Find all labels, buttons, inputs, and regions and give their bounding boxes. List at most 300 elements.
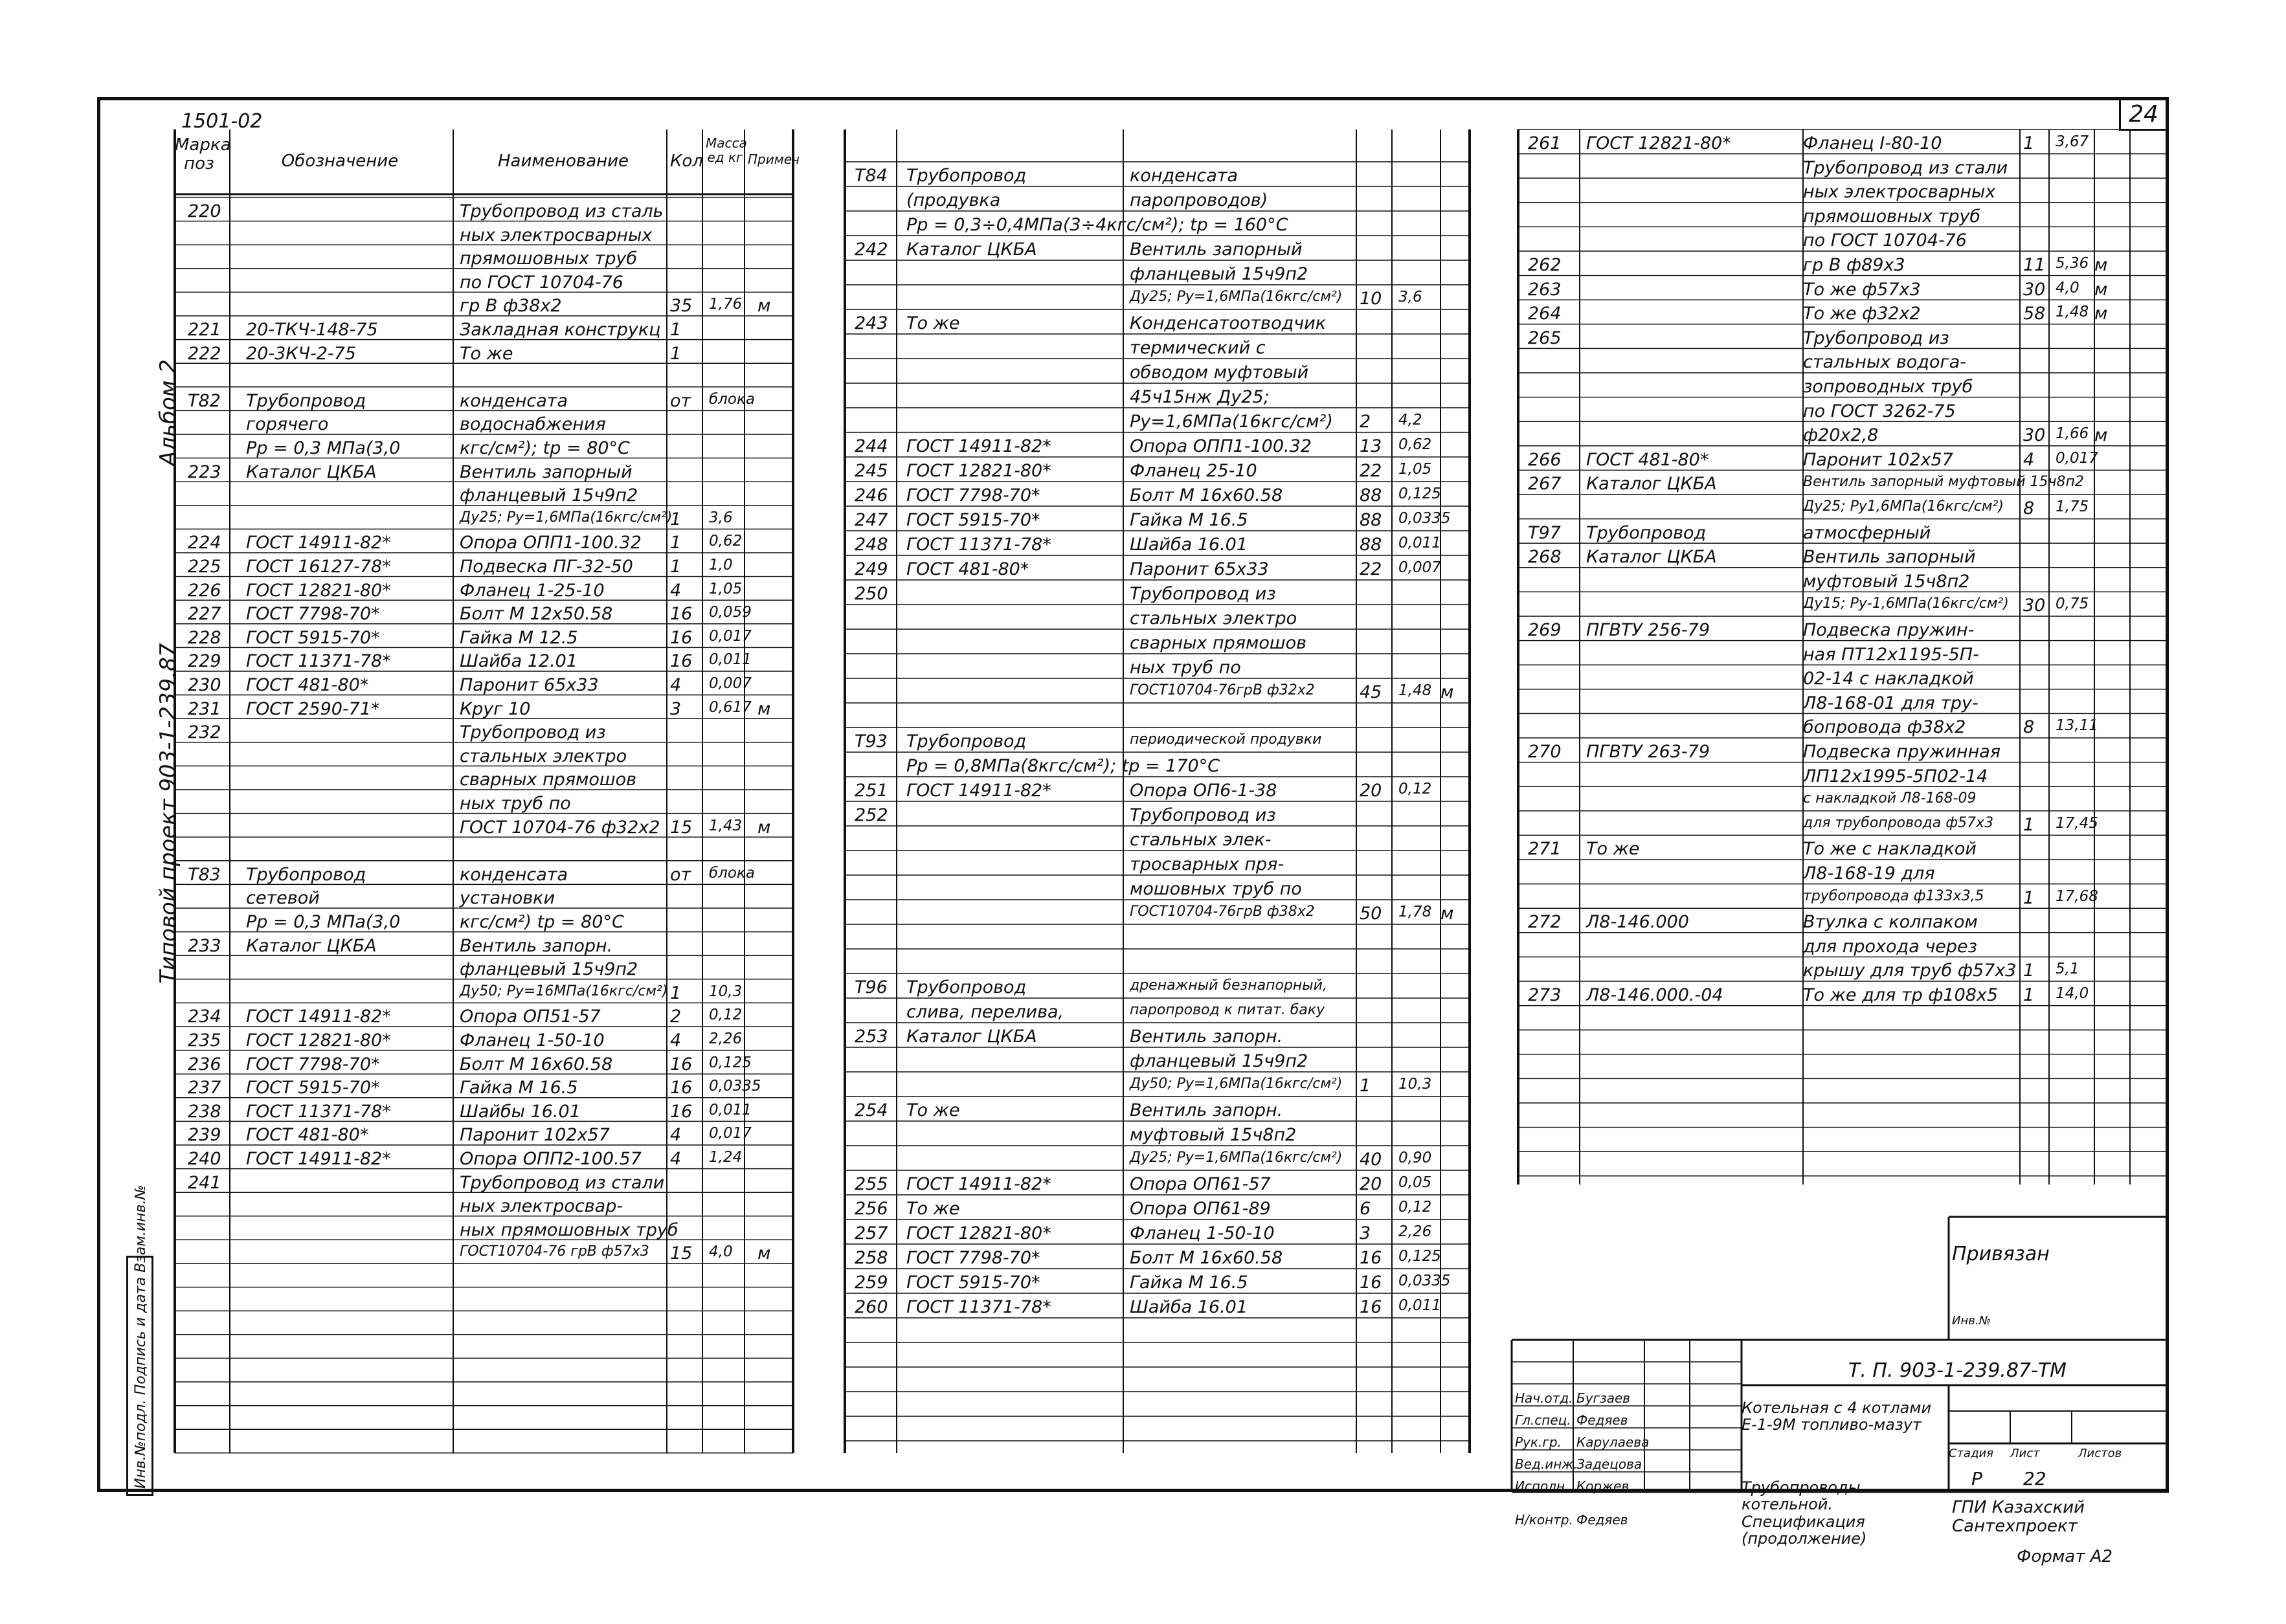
cell-code: ГОСТ 12821-80* [246,1030,391,1051]
cell-note: м [1440,682,1454,702]
cell-name: прямошовных труб [1803,206,1981,227]
cell-mass: 0,011 [709,1101,752,1118]
cell-name: Опора ОП6-1-38 [1130,781,1277,801]
cell-code: ГОСТ 12821-80* [246,580,391,601]
header-mass: Масса ед кг [706,135,747,165]
cell-pos: 259 [855,1273,888,1293]
sheet-title: Трубопроводы котельной. Спецификация (продолжение) [1742,1478,1867,1548]
cell-name: ных электросварных [1803,182,1996,203]
cell-note: м [2094,304,2108,324]
cell-name: конденсата [460,864,568,885]
cell-qty: 16 [670,1078,693,1098]
cell-name: Болт М 16х60.58 [1130,1248,1283,1268]
cell-code: ГОСТ 7798-70* [906,485,1040,506]
cell-name: Втулка с колпаком [1803,912,1978,933]
cell-name: Опора ОПП1-100.32 [460,533,642,553]
cell-pos: 231 [188,698,221,719]
cell-note: м [757,817,771,838]
cell-code: горячего [246,414,329,435]
cell-name: Паронит 65х33 [460,675,599,695]
cell-qty: 15 [670,1243,693,1264]
cell-name: для прохода через [1803,936,1978,957]
cell-qty: 1 [2023,985,2035,1005]
cell-mass: 0,0335 [1398,510,1451,527]
cell-name: ных электросварных [460,225,653,245]
cell-qty: 1 [2023,961,2035,981]
cell-name: Вентиль запорный муфтовый 15ч8п2 [1803,474,2084,491]
cell-name: Подвеска пружинная [1803,742,2001,762]
cell-pos: 245 [855,461,888,481]
cell-pos: 250 [855,584,888,604]
cell-mass: 0,75 [2056,595,2089,613]
cell-qty: 16 [670,651,693,672]
cell-pos: 233 [188,935,221,956]
cell-name: ГОСТ10704-76грВ ф32х2 [1130,682,1315,698]
cell-code: ГОСТ 5915-70* [906,510,1040,530]
cell-code: ГОСТ 16127-78* [246,557,391,577]
cell-mass: 0,017 [709,627,752,645]
cell-name: Вентиль запорн. [460,935,613,956]
cell-name: по ГОСТ 10704-76 [460,272,623,293]
doc-number: Т. П. 903-1-239.87-ТМ [1848,1359,2067,1382]
cell-code: Л8-146.000.-04 [1586,985,1723,1005]
cell-pos: 270 [1528,742,1562,762]
cell-mass: 1,48 [2056,304,2089,321]
cell-qty: 4 [670,675,682,695]
cell-code: ГОСТ 7798-70* [906,1248,1040,1268]
cell-mass: 0,011 [709,651,752,669]
cell-qty: 11 [2023,255,2046,275]
cell-code: ГОСТ 481-80* [246,1125,369,1146]
cell-pos: 244 [855,436,888,456]
privyazan-label: Привязан [1952,1243,2050,1265]
cell-name: Круг 10 [460,698,531,719]
cell-code: слива, перелива, [906,1002,1064,1022]
cell-code: Рр = 0,8МПа(8кгс/см²); tр = 170°С [906,756,1220,776]
cell-name: муфтовый 15ч8п2 [1803,571,1970,592]
cell-name: Трубопровод из [1803,328,1949,348]
cell-name: Паронит 102х57 [460,1125,610,1146]
cell-pos: 236 [188,1054,221,1074]
cell-name: Опора ОП61-89 [1130,1199,1271,1219]
cell-qty: 40 [1360,1150,1382,1170]
cell-code: Каталог ЦКБА [906,239,1037,260]
cell-mass: 0,011 [1398,1297,1441,1314]
cell-name: обводом муфтовый [1130,362,1309,383]
cell-code: ГОСТ 481-80* [906,559,1029,579]
cell-name: Опора ОПП2-100.57 [460,1149,642,1169]
cell-name: Гайка М 12.5 [460,627,578,648]
cell-name: Гайка М 16.5 [460,1078,578,1098]
cell-qty: 1 [2023,814,2035,835]
stage-value: Р [1971,1468,1982,1489]
role-label: Гл.спец. [1515,1412,1571,1428]
cell-name: ных труб по [460,794,571,814]
cell-name: ф20х2,8 [1803,425,1879,446]
doc-code-top: 1501-02 [181,110,263,133]
cell-code: Трубопровод [906,731,1027,751]
role-name: Коржев [1576,1478,1630,1494]
cell-name: 02-14 с накладкой [1803,669,1974,689]
cell-qty: 1 [670,557,682,577]
cell-name: Болт М 16х60.58 [1130,485,1283,506]
cell-qty: 16 [670,604,693,625]
cell-pos: 251 [855,781,888,801]
cell-code: ГОСТ 5915-70* [906,1273,1040,1293]
cell-qty: 16 [670,627,693,648]
cell-pos: 224 [188,533,221,553]
cell-mass: 5,36 [2056,255,2089,272]
cell-name: фланцевый 15ч9п2 [1130,1051,1308,1071]
cell-code: Рр = 0,3÷0,4МПа(3÷4кгс/см²); tр = 160°С [906,215,1288,235]
cell-name: Ру=1,6МПа(16кгс/см²) [1130,412,1333,432]
cell-name: фланцевый 15ч9п2 [460,959,638,980]
cell-code: То же [906,1199,960,1219]
cell-code: Каталог ЦКБА [246,935,377,956]
cell-qty: 3 [670,698,682,719]
cell-name: конденсата [460,390,568,411]
sheet-number: 24 [2119,100,2166,131]
cell-mass: 4,0 [709,1243,733,1261]
cell-mass: блока [709,864,755,882]
cell-qty: 16 [1360,1273,1382,1293]
cell-name: гр В ф89х3 [1803,255,1905,275]
cell-pos: 220 [188,201,221,221]
cell-name: ЛП12х1995-5П02-14 [1803,766,1988,786]
cell-pos: 266 [1528,449,1562,470]
cell-pos: 226 [188,580,221,601]
cell-name: стальных элек- [1130,830,1272,850]
cell-qty: 6 [1360,1199,1371,1219]
cell-name: бопровода ф38х2 [1803,717,1966,738]
cell-name: конденсата [1130,166,1238,186]
cell-mass: 3,67 [2056,133,2089,150]
cell-mass: 10,3 [1398,1076,1432,1093]
cell-name: Опора ОП51-57 [460,1007,601,1027]
cell-qty: 30 [2023,279,2046,300]
cell-name: по ГОСТ 3262-75 [1803,401,1956,421]
cell-name: ных труб по [1130,658,1241,678]
cell-code: То же [906,313,960,333]
cell-pos: 264 [1528,304,1562,324]
cell-qty: 4 [2023,449,2035,470]
cell-name: Опора ОП61-57 [1130,1174,1271,1194]
project-label: Типовой проект 903-1-239.87 [155,643,181,984]
cell-name: Шайба 16.01 [1130,1297,1248,1317]
sheets-label: Листов [2078,1447,2122,1460]
cell-mass: 4,2 [1398,412,1422,428]
cell-name: Фланец 1-50-10 [460,1030,605,1051]
cell-pos: 258 [855,1248,888,1268]
cell-pos: 223 [188,462,221,482]
cell-name: сварных прямошов [1130,633,1307,653]
cell-mass: 17,68 [2056,887,2098,905]
cell-pos: 249 [855,559,888,579]
cell-name: Паронит 102х57 [1803,449,1953,470]
cell-name: Трубопровод из [1130,584,1276,604]
cell-mass: блока [709,390,755,408]
cell-name: ГОСТ10704-76грВ ф38х2 [1130,904,1315,920]
cell-mass: 1,43 [709,817,743,834]
cell-name: Вентиль запорн. [1130,1027,1283,1047]
cell-name: Л8-168-01 для тру- [1803,693,1978,713]
cell-code: ГОСТ 14911-82* [246,1149,391,1169]
cell-note: м [2094,255,2108,275]
cell-name: Подвеска ПГ-32-50 [460,557,633,577]
cell-mass: 0,62 [1398,436,1432,453]
cell-qty: 1 [670,320,682,340]
cell-pos: 269 [1528,620,1562,640]
cell-mass: 1,66 [2056,425,2089,443]
cell-pos: 265 [1528,328,1562,348]
cell-pos: 228 [188,627,221,648]
cell-name: зопроводных труб [1803,377,1973,397]
cell-pos: 262 [1528,255,1562,275]
role-label: Н/контр. [1515,1512,1573,1528]
cell-name: Шайба 16.01 [1130,535,1248,555]
cell-pos: 232 [188,722,221,743]
cell-mass: 0,0335 [1398,1273,1451,1289]
cell-qty: 30 [2023,425,2046,446]
header-qty: Кол [670,151,703,171]
cell-pos: 268 [1528,547,1562,568]
cell-name: Ду25; Ру1,6МПа(16кгс/см²) [1803,498,2004,515]
cell-name: Трубопровод из [1130,805,1276,825]
cell-qty: 3 [1360,1223,1371,1243]
cell-pos: 227 [188,604,221,625]
cell-name: для трубопровода ф57х3 [1803,814,1994,831]
cell-pos: 241 [188,1172,221,1193]
cell-pos: 238 [188,1101,221,1122]
cell-qty: 88 [1360,485,1382,506]
cell-mass: 0,05 [1398,1174,1432,1191]
cell-name: ГОСТ10704-76 грВ ф57х3 [460,1243,649,1260]
cell-name: То же [460,343,513,364]
cell-pos: 253 [855,1027,888,1047]
cell-mass: 0,62 [709,533,743,550]
cell-pos: 261 [1528,133,1562,153]
cell-code: ГОСТ 12821-80* [906,461,1051,481]
cell-name: дренажный безнапорный, [1130,977,1327,994]
cell-code: 20-ТКЧ-148-75 [246,320,378,340]
cell-pos: 237 [188,1078,221,1098]
cell-name: крышу для труб ф57х3 [1803,961,2017,981]
cell-code: ГОСТ 14911-82* [906,781,1051,801]
cell-mass: 0,011 [1398,535,1441,551]
cell-code: ГОСТ 7798-70* [246,1054,380,1074]
cell-note: м [757,698,771,719]
cell-name: ных электросвар- [460,1196,623,1217]
cell-qty: 35 [670,296,693,317]
format-label: Формат А2 [2017,1547,2113,1566]
cell-code: ГОСТ 11371-78* [246,651,391,672]
cell-name: Трубопровод из сталь [460,201,664,221]
cell-name: атмосферный [1803,522,1931,543]
cell-name: Трубопровод из стали [460,1172,665,1193]
cell-qty: 1 [670,509,682,529]
cell-pos: 267 [1528,474,1562,495]
side-stamp: Инв.№подл. Подпись и дата Взам.инв.№ [133,1185,149,1489]
cell-name: Вентиль запорный [460,462,633,482]
cell-mass: 0,017 [709,1125,752,1142]
cell-name: Подвеска пружин- [1803,620,1975,640]
header-designation: Обозначение [281,151,399,171]
cell-pos: Т93 [855,731,888,751]
header-mark: Марка поз [175,135,231,173]
cell-pos: 225 [188,557,221,577]
cell-pos: 239 [188,1125,221,1146]
cell-pos: 257 [855,1223,888,1243]
cell-pos: 260 [855,1297,888,1317]
cell-name: по ГОСТ 10704-76 [1803,230,1967,251]
cell-qty: 16 [670,1101,693,1122]
cell-pos: 230 [188,675,221,695]
cell-qty: 4 [670,1125,682,1146]
cell-name: стальных электро [460,746,627,766]
cell-name: 45ч15нж Ду25; [1130,387,1270,407]
cell-mass: 1,75 [2056,498,2089,515]
cell-mass: 14,0 [2056,985,2089,1002]
cell-pos: 222 [188,343,221,364]
cell-code: Трубопровод [1586,522,1707,543]
cell-qty: 1 [2023,133,2035,153]
cell-mass: 13,11 [2056,717,2098,735]
cell-mass: 0,059 [709,604,752,621]
cell-code: Рр = 0,3 МПа(3,0 [246,438,401,458]
cell-code: ГОСТ 14911-82* [246,1007,391,1027]
cell-note: м [2094,279,2108,300]
cell-name: То же ф57х3 [1803,279,1921,300]
cell-name: Фланец I-80-10 [1803,133,1942,153]
cell-pos: Т82 [188,390,221,411]
cell-qty: 4 [670,580,682,601]
cell-code: ГОСТ 5915-70* [246,627,380,648]
cell-name: установки [460,888,555,909]
cell-code: Каталог ЦКБА [1586,547,1717,568]
cell-name: Вентиль запорн. [1130,1100,1283,1120]
cell-name: Конденсатоотводчик [1130,313,1327,333]
cell-qty: 8 [2023,498,2035,518]
cell-code: Каталог ЦКБА [246,462,377,482]
cell-pos: Т96 [855,977,888,997]
cell-name: с накладкой Л8-168-09 [1803,790,1977,807]
cell-pos: 255 [855,1174,888,1194]
cell-name: Ду25; Ру=1,6МПа(16кгс/см²) [1130,289,1343,305]
cell-qty: 88 [1360,535,1382,555]
cell-name: Трубопровод из стали [1803,157,2008,178]
cell-name: Фланец 1-25-10 [460,580,605,601]
cell-name: Вентиль запорный [1130,239,1303,260]
cell-pos: Т97 [1528,522,1561,543]
cell-name: стальных водога- [1803,352,1966,373]
cell-mass: 4,0 [2056,279,2079,296]
cell-name: сварных прямошов [460,770,637,790]
album-label: Альбом 2 [155,359,181,466]
cell-mass: 0,617 [709,698,752,716]
cell-pos: 247 [855,510,888,530]
cell-name: муфтовый 15ч8п2 [1130,1125,1297,1145]
cell-qty: 45 [1360,682,1382,702]
cell-code: Каталог ЦКБА [906,1027,1037,1047]
cell-mass: 17,45 [2056,814,2098,832]
cell-mass: 0,125 [1398,1248,1441,1265]
cell-pos: 246 [855,485,888,506]
cell-mass: 5,1 [2056,961,2079,978]
cell-mass: 1,05 [1398,461,1432,478]
cell-name: Ду50; Ру=1,6МПа(16кгс/см²) [1130,1076,1343,1092]
cell-pos: 272 [1528,912,1562,933]
cell-mass: 0,0335 [709,1078,761,1095]
cell-note: м [2094,425,2108,446]
sheet-label: Лист [2010,1447,2040,1460]
cell-pos: 263 [1528,279,1562,300]
cell-name: Фланец 25-10 [1130,461,1257,481]
cell-qty: 1 [670,533,682,553]
cell-name: Закладная конструкц [460,320,661,340]
cell-qty: 50 [1360,904,1382,924]
cell-name: фланцевый 15ч9п2 [1130,264,1308,284]
cell-code: ГОСТ 12821-80* [1586,133,1731,153]
cell-pos: 273 [1528,985,1562,1005]
cell-qty: 22 [1360,461,1382,481]
cell-code: ПГВТУ 256-79 [1586,620,1710,640]
cell-name: Гайка М 16.5 [1130,1273,1248,1293]
cell-code: ГОСТ 7798-70* [246,604,380,625]
cell-name: То же для тр ф108х5 [1803,985,1999,1005]
cell-qty: 88 [1360,510,1382,530]
cell-name: кгс/см²); tр = 80°С [460,438,630,458]
cell-code: ПГВТУ 263-79 [1586,742,1710,762]
role-name: Федяев [1576,1412,1628,1428]
cell-qty: 58 [2023,304,2046,324]
cell-pos: 235 [188,1030,221,1051]
cell-code: Рр = 0,3 МПа(3,0 [246,912,401,932]
cell-pos: 242 [855,239,888,260]
cell-name: Шайбы 16.01 [460,1101,581,1122]
cell-code: Трубопровод [906,166,1027,186]
cell-qty: 16 [670,1054,693,1074]
cell-mass: 1,24 [709,1149,743,1166]
cell-code: Трубопровод [246,864,366,885]
cell-code: Каталог ЦКБА [1586,474,1717,495]
cell-name: Ду25; Ру=1,6МПа(16кгс/см²) [1130,1150,1343,1166]
sheet-value: 22 [2023,1468,2046,1489]
cell-mass: 3,6 [709,509,733,526]
cell-name: водоснабжения [460,414,606,435]
cell-mass: 0,125 [709,1054,752,1071]
cell-qty: 1 [670,343,682,364]
cell-code: ГОСТ 14911-82* [906,436,1051,456]
cell-qty: 16 [1360,1297,1382,1317]
inv-label: Инв.№ [1952,1314,1991,1328]
cell-code: ГОСТ 5915-70* [246,1078,380,1098]
cell-mass: 1,78 [1398,904,1432,920]
object-name: Котельная с 4 котлами Е-1-9М топливо-мазут [1742,1399,1932,1434]
cell-mass: 10,3 [709,983,743,1000]
cell-qty: 2 [1360,412,1371,432]
cell-mass: 1,0 [709,557,733,573]
cell-pos: 221 [188,320,221,340]
cell-code: Трубопровод [246,390,366,411]
role-label: Нач.отд. [1515,1390,1573,1406]
cell-code: ГОСТ 2590-71* [246,698,380,719]
cell-pos: 234 [188,1007,221,1027]
cell-name: Ду15; Ру-1,6МПа(16кгс/см²) [1803,595,2009,612]
cell-qty: 4 [670,1149,682,1169]
cell-pos: 256 [855,1199,888,1219]
cell-name: трубопровода ф133х3,5 [1803,887,1984,904]
cell-pos: 229 [188,651,221,672]
